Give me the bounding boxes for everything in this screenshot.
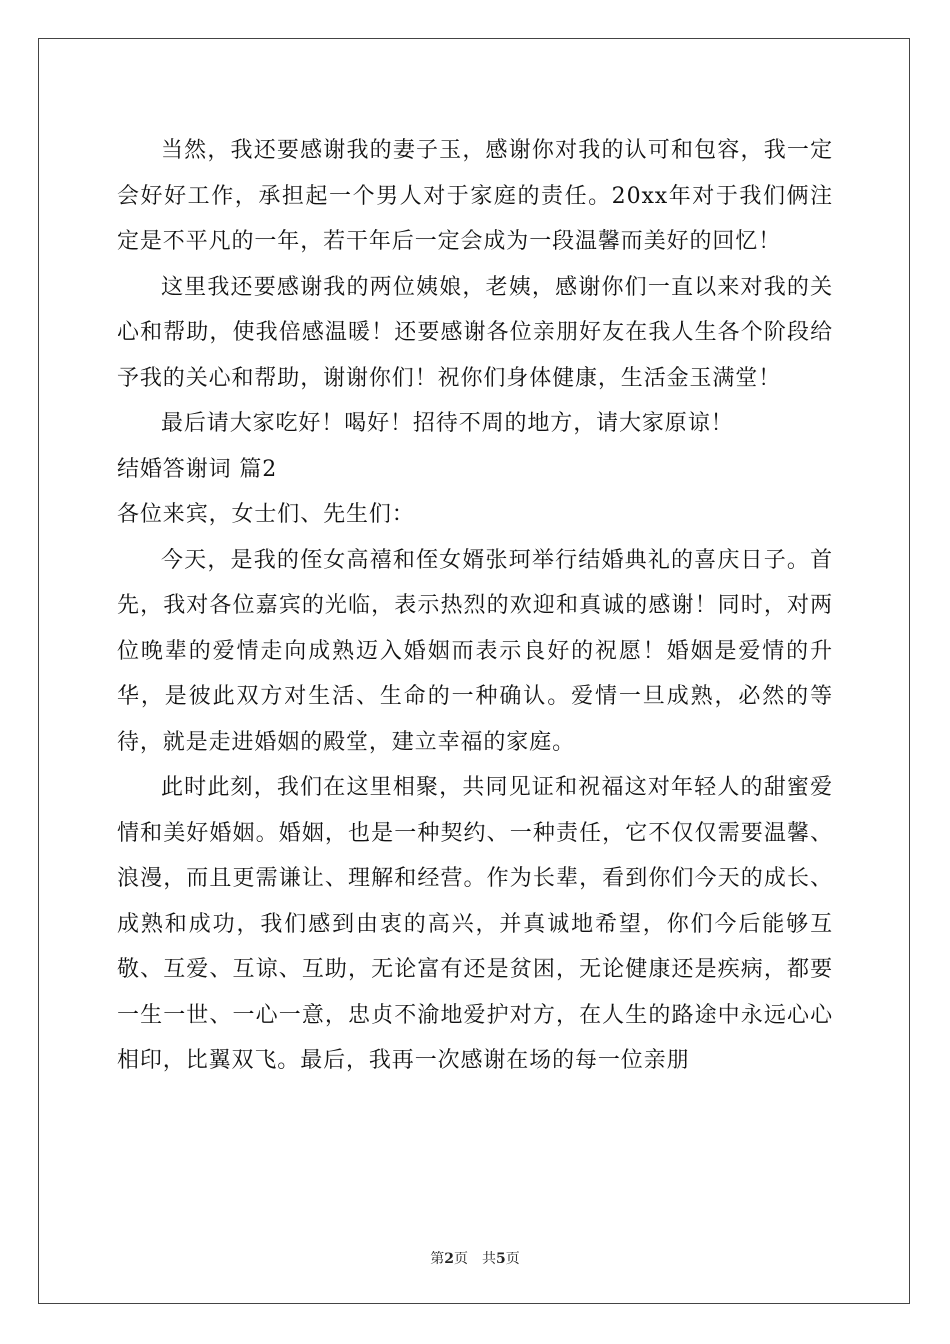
total-suffix: 页 xyxy=(505,1251,520,1267)
paragraph-thanks-aunts: 这里我还要感谢我的两位姨娘，老姨，感谢你们一直以来对我的关心和帮助，使我倍感温暖！还要感谢各位亲朋好友在我人生各个阶段给予我的关心和帮助，谢谢你们！祝你们身体健康，生活金玉满堂！ xyxy=(117,274,833,391)
page-number: 2 xyxy=(444,1251,454,1267)
total-pages: 5 xyxy=(496,1251,506,1267)
document-body xyxy=(117,128,833,1084)
section-heading: 结婚答谢词 篇2 xyxy=(117,456,278,482)
salutation: 各位来宾，女士们、先生们： xyxy=(117,502,415,527)
paragraph-blessing: 此时此刻，我们在这里相聚，共同见证和祝福这对年轻人的甜蜜爱情和美好婚姻。婚姻，也是一种契约、一种责任，它不仅仅需要温馨、浪漫，而且更需谦让、理解和经营。作为长辈，看到你们今天的成长、成熟和成功，我们感到由衷的高兴，并真诚地希望，你们今后能够互敬、互爱、互谅、互助，无论富有还是贫困，无论健康还是疾病，都要一生一世、一心一意，忠贞不渝地爱护对方，在人生的路途中永远心心相印，比翼双飞。最后，我再一次感谢在场的每一位亲朋 xyxy=(117,775,833,1073)
page-prefix: 第 xyxy=(430,1251,445,1267)
page-suffix: 页 xyxy=(454,1251,468,1267)
paragraph-closing: 最后请大家吃好！喝好！招待不周的地方，请大家原谅！ xyxy=(161,411,734,436)
page-footer xyxy=(0,1248,950,1268)
paragraph-wedding-today: 今天，是我的侄女高禧和侄女婿张珂举行结婚典礼的喜庆日子。首先，我对各位嘉宾的光临，表示热烈的欢迎和真诚的感谢！同时，对两位晚辈的爱情走向成熟迈入婚姻而表示良好的祝愿！婚姻是爱情的升华，是彼此双方对生活、生命的一种确认。爱情一旦成熟，必然的等待，就是走进婚姻的殿堂，建立幸福的家庭。 xyxy=(117,547,833,755)
paragraph-thanks-wife: 当然，我还要感谢我的妻子玉，感谢你对我的认可和包容，我一定会好好工作，承担起一个男人对于家庭的责任。20xx年对于我们俩注定是不平凡的一年，若干年后一定会成为一段温馨而美好的回忆！ xyxy=(117,138,833,254)
total-prefix: 共 xyxy=(482,1251,496,1267)
